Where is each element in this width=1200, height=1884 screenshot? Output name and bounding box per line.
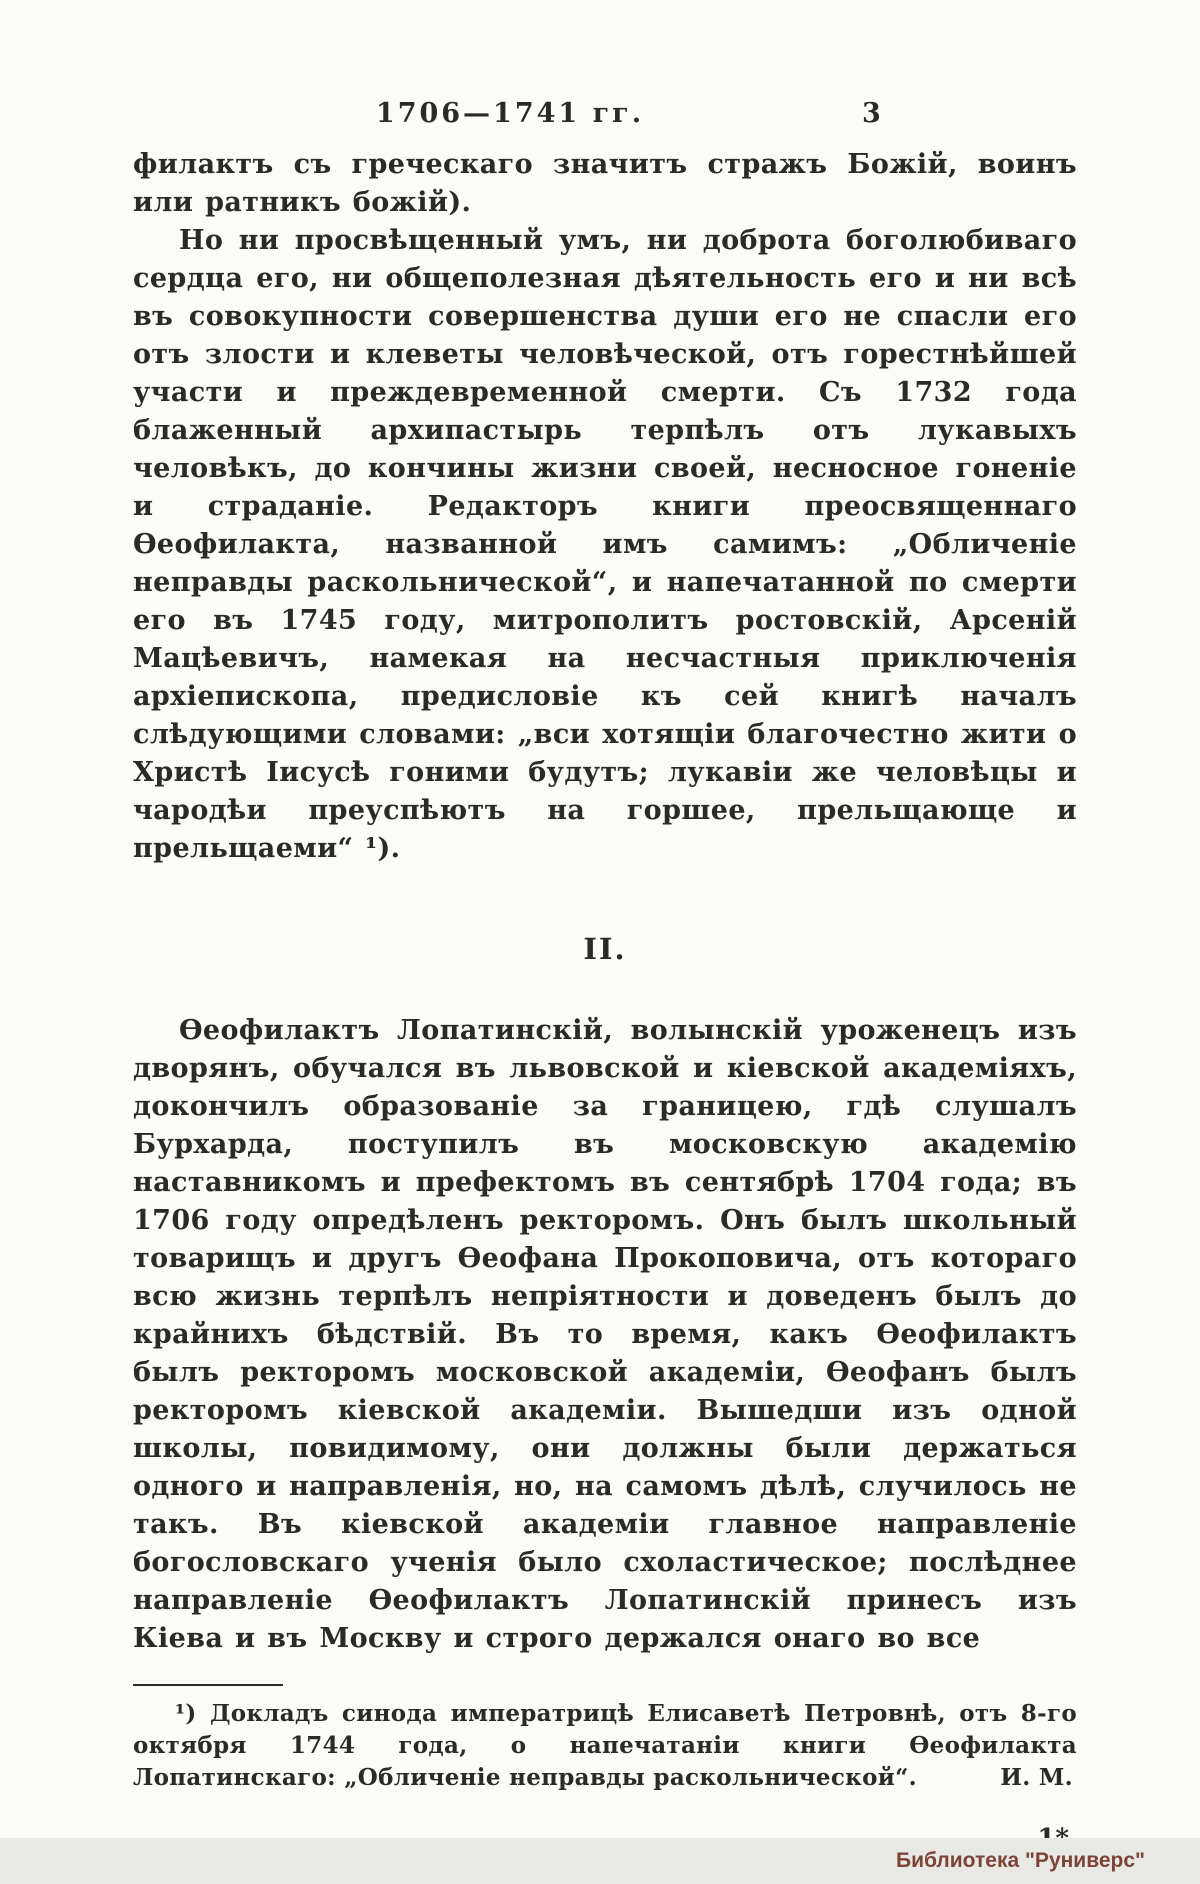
footnote-body: ¹) Докладъ синода императрицѣ Елисаветѣ Петровнѣ, отъ 8-го октября 1744 года, о напечатаніи книги Ѳеофилакта Лопатинскаго: „Обличеніе неправды раскольнической“. xyxy=(133,1700,1077,1791)
running-title: 1706—1741 гг. xyxy=(375,98,645,129)
watermark-bar xyxy=(0,1838,1200,1884)
footnote-separator xyxy=(133,1684,283,1686)
section-heading: II. xyxy=(583,932,627,966)
page-number: 3 xyxy=(862,98,881,129)
paragraph: Ѳеофилактъ Лопатинскій, волынскій уроженецъ изъ дворянъ, обучался въ львовской и кіевской академіяхъ, докончилъ образованіе за границею, гдѣ слушалъ Бурхарда, поступилъ въ московскую академію наставникомъ и префектомъ въ сентябрѣ 1704 года; въ 1706 году опредѣленъ ректоромъ. Онъ былъ школьный товарищъ и другъ Ѳеофана Прокоповича, отъ котораго всю жизнь терпѣлъ непріятности и доведенъ былъ до крайнихъ бѣдствій. Въ то время, какъ Ѳеофилактъ былъ ректоромъ московской академіи, Ѳеофанъ былъ ректоромъ кіевской академіи. Вышедши изъ одной школы, повидимому, они должны были держаться одного и направленія, но, на самомъ дѣлѣ, случилось не такъ. Въ кіевской академіи главное направленіе богословскаго ученія было схоластическое; послѣднее направленіе Ѳеофилактъ Лопатинскій принесъ изъ Кіева и въ Москву и строго держался онаго во все xyxy=(133,1015,1077,1654)
library-watermark: Библиотека "Руниверс" xyxy=(895,1849,1145,1872)
footnote-signature: И. М. xyxy=(1000,1764,1073,1791)
text-block xyxy=(133,146,1077,1854)
paragraph-continuation: филактъ съ греческаго значитъ стражъ Божій, воинъ или ратникъ божій). xyxy=(133,149,1077,218)
footnote-block xyxy=(133,1684,1077,1794)
footnote-text xyxy=(133,1698,1077,1794)
paragraph: Но ни просвѣщенный умъ, ни доброта боголюбиваго сердца его, ни общеполезная дѣятельность его и ни всѣ въ совокупности совершенства души его не спасли его отъ злости и клеветы человѣческой, отъ горестнѣйшей участи и преждевременной смерти. Съ 1732 года блаженный архипастырь терпѣлъ отъ лукавыхъ человѣкъ, до кончины жизни своей, несносное гоненіе и страданіе. Редакторъ книги преосвященнаго Ѳеофилакта, названной имъ самимъ: „Обличеніе неправды раскольнической“, и напечатанной по смерти его въ 1745 году, митрополитъ ростовскій, Арсеній Мацѣевичъ, намекая на несчастныя приключенія архіепископа, предисловіе къ сей книгѣ началъ слѣдующими словами: „вси хотящіи благочестно жити о Христѣ Іисусѣ гоними будутъ; лукавіи же человѣцы и чародѣи преуспѣютъ на горшее, прельщающе и прельщаеми“ ¹). xyxy=(133,225,1077,864)
